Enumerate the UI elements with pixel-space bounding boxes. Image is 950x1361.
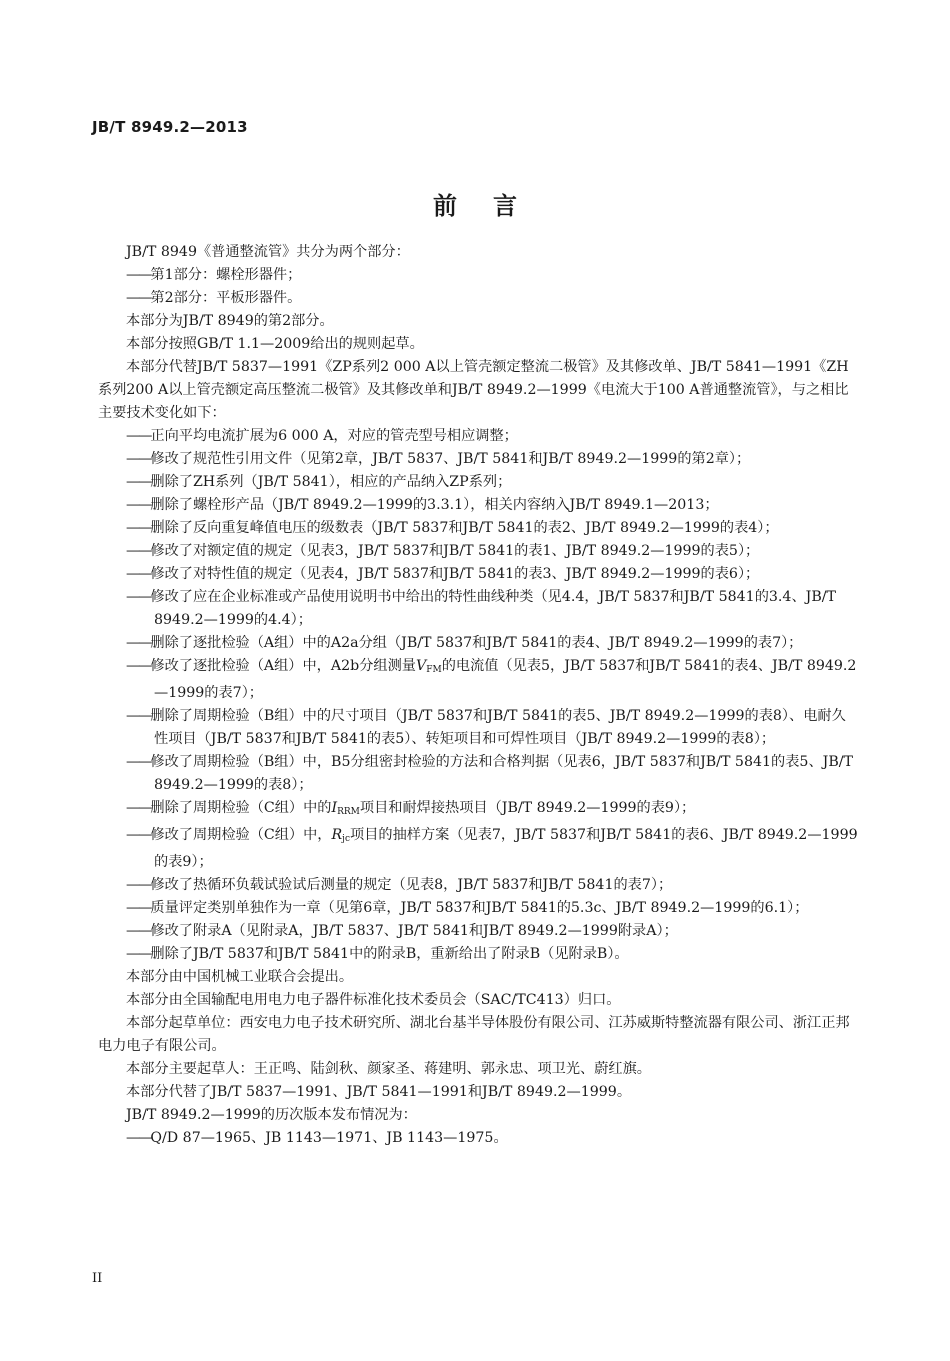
paragraph bbox=[98, 1104, 858, 1127]
list-item bbox=[98, 874, 858, 897]
list-item bbox=[98, 824, 858, 874]
list-item bbox=[98, 287, 858, 310]
paragraph-text: 修改了应在企业标准或产品使用说明书中给出的特性曲线种类（见4.4，JB/T 5837和JB/T 5841的3.4、JB/T 8949.2—1999的4.4）； bbox=[150, 589, 836, 628]
paragraph-text: 删除了螺栓形产品（JB/T 8949.2—1999的3.3.1），相关内容纳入JB/T 8949.1—2013； bbox=[150, 497, 719, 513]
paragraph-text: 质量评定类别单独作为一章（见第6章，JB/T 5837和JB/T 5841的5.3c、JB/T 8949.2—1999的6.1）； bbox=[150, 900, 809, 916]
list-item bbox=[98, 632, 858, 655]
symbol-subscript: RRM bbox=[337, 807, 360, 817]
paragraph-text: 删除了周期检验（B组）中的尺寸项目（JB/T 5837和JB/T 5841的表5、JB/T 8949.2—1999的表8）、电耐久性项目（JB/T 5837和JB/T 5841的表5）、转矩项目和可焊性项目（JB/T 8949.2—1999的表8）； bbox=[150, 708, 846, 747]
paragraph-text: 删除了逐批检验（A组）中的A2a分组（JB/T 5837和JB/T 5841的表4、JB/T 8949.2—1999的表7）； bbox=[150, 635, 803, 651]
paragraph-text: 删除了ZH系列（JB/T 5841），相应的产品纳入ZP系列； bbox=[150, 474, 512, 490]
paragraph-text: 正向平均电流扩展为6 000 A，对应的管壳型号相应调整； bbox=[150, 428, 518, 444]
paragraph-text: 第1部分：螺栓形器件； bbox=[150, 267, 302, 283]
paragraph-text: 项目的抽样方案（见表7，JB/T 5837和JB/T 5841的表6、JB/T 8949.2—1999的表9）； bbox=[154, 827, 858, 870]
list-item bbox=[98, 655, 858, 705]
paragraph-text: 的电流值（见表5，JB/T 5837和JB/T 5841的表4、JB/T 8949.2—1999的表7）； bbox=[154, 658, 857, 701]
list-item bbox=[98, 797, 858, 824]
list-item bbox=[98, 751, 858, 797]
list-item bbox=[98, 1127, 858, 1150]
list-item bbox=[98, 540, 858, 563]
list-item bbox=[98, 705, 858, 751]
list-item bbox=[98, 448, 858, 471]
list-item bbox=[98, 494, 858, 517]
paragraph-text: 修改了逐批检验（A组）中，A2b分组测量 bbox=[150, 658, 416, 674]
paragraph-text: 删除了JB/T 5837和JB/T 5841中的附录B，重新给出了附录B（见附录B）。 bbox=[150, 946, 629, 962]
paragraph bbox=[98, 356, 858, 425]
paragraph-text: 修改了热循环负载试验试后测量的规定（见表8，JB/T 5837和JB/T 5841的表7）； bbox=[150, 877, 673, 893]
list-item bbox=[98, 471, 858, 494]
paragraph-text: 第2部分：平板形器件。 bbox=[150, 290, 302, 306]
paragraph-text: JB/T 8949.2—1999的历次版本发布情况为： bbox=[126, 1107, 417, 1123]
symbol-subscript: jc bbox=[342, 834, 351, 844]
paragraph-text: 本部分主要起草人：王正鸣、陆剑秋、颜家圣、蒋建明、郭永忠、项卫光、蔚红旗。 bbox=[126, 1061, 651, 1077]
paragraph bbox=[98, 989, 858, 1012]
paragraph bbox=[98, 966, 858, 989]
paragraph-text: 本部分代替JB/T 5837—1991《ZP系列2 000 A以上管壳额定整流二极管》及其修改单、JB/T 5841—1991《ZH系列200 A以上管壳额定高压整流二极管》及其修改单和JB/T 8949.2—1999《电流大于100 A普通整流管》，与之相比主要技术变化如下： bbox=[98, 359, 849, 421]
page-title: 前言 bbox=[433, 192, 553, 220]
paragraph-text: 本部分代替了JB/T 5837—1991、JB/T 5841—1991和JB/T 8949.2—1999。 bbox=[126, 1084, 632, 1100]
list-item bbox=[98, 586, 858, 632]
paragraph-text: JB/T 8949《普通整流管》共分为两个部分： bbox=[126, 244, 410, 260]
paragraph-text: 修改了对额定值的规定（见表3，JB/T 5837和JB/T 5841的表1、JB/T 8949.2—1999的表5）； bbox=[150, 543, 760, 559]
paragraph-text: Q/D 87—1965、JB 1143—1971、JB 1143—1975。 bbox=[150, 1130, 508, 1146]
standard-code-header: JB/T 8949.2—2013 bbox=[92, 118, 248, 136]
paragraph bbox=[98, 1058, 858, 1081]
list-item bbox=[98, 425, 858, 448]
list-item bbox=[98, 920, 858, 943]
paragraph bbox=[98, 310, 858, 333]
paragraph-text: 修改了规范性引用文件（见第2章，JB/T 5837、JB/T 5841和JB/T 8949.2—1999的第2章）； bbox=[150, 451, 751, 467]
paragraph-text: 删除了反向重复峰值电压的级数表（JB/T 5837和JB/T 5841的表2、JB/T 8949.2—1999的表4）； bbox=[150, 520, 779, 536]
list-item bbox=[98, 897, 858, 920]
symbol: V bbox=[415, 658, 427, 674]
paragraph-text: 本部分为JB/T 8949的第2部分。 bbox=[126, 313, 334, 329]
paragraph-text: 本部分由全国输配电用电力电子器件标准化技术委员会（SAC/TC413）归口。 bbox=[126, 992, 621, 1008]
foreword-body bbox=[98, 241, 858, 1150]
paragraph bbox=[98, 241, 858, 264]
page-number: II bbox=[92, 1271, 103, 1286]
paragraph-text: 修改了周期检验（B组）中，B5分组密封检验的方法和合格判据（见表6，JB/T 5837和JB/T 5841的表5、JB/T 8949.2—1999的表8）； bbox=[150, 754, 853, 793]
paragraph-text: 修改了附录A（见附录A，JB/T 5837、JB/T 5841和JB/T 8949.2—1999附录A）； bbox=[150, 923, 678, 939]
paragraph-text: 删除了周期检验（C组）中的 bbox=[150, 800, 332, 816]
paragraph bbox=[98, 1012, 858, 1058]
paragraph bbox=[98, 333, 858, 356]
list-item bbox=[98, 943, 858, 966]
symbol-subscript: FM bbox=[426, 665, 442, 675]
paragraph bbox=[98, 1081, 858, 1104]
list-item bbox=[98, 517, 858, 540]
paragraph-text: 本部分按照GB/T 1.1—2009给出的规则起草。 bbox=[126, 336, 424, 352]
list-item bbox=[98, 563, 858, 586]
paragraph-text: 修改了对特性值的规定（见表4，JB/T 5837和JB/T 5841的表3、JB/T 8949.2—1999的表6）； bbox=[150, 566, 760, 582]
list-item bbox=[98, 264, 858, 287]
symbol: I bbox=[331, 800, 338, 816]
paragraph-text: 修改了周期检验（C组）中， bbox=[150, 827, 332, 843]
paragraph-text: 本部分起草单位：西安电力电子技术研究所、湖北台基半导体股份有限公司、江苏威斯特整流器有限公司、浙江正邦电力电子有限公司。 bbox=[98, 1015, 850, 1054]
symbol: R bbox=[331, 827, 343, 843]
paragraph-text: 本部分由中国机械工业联合会提出。 bbox=[126, 969, 354, 985]
paragraph-text: 项目和耐焊接热项目（JB/T 8949.2—1999的表9）； bbox=[359, 800, 696, 816]
